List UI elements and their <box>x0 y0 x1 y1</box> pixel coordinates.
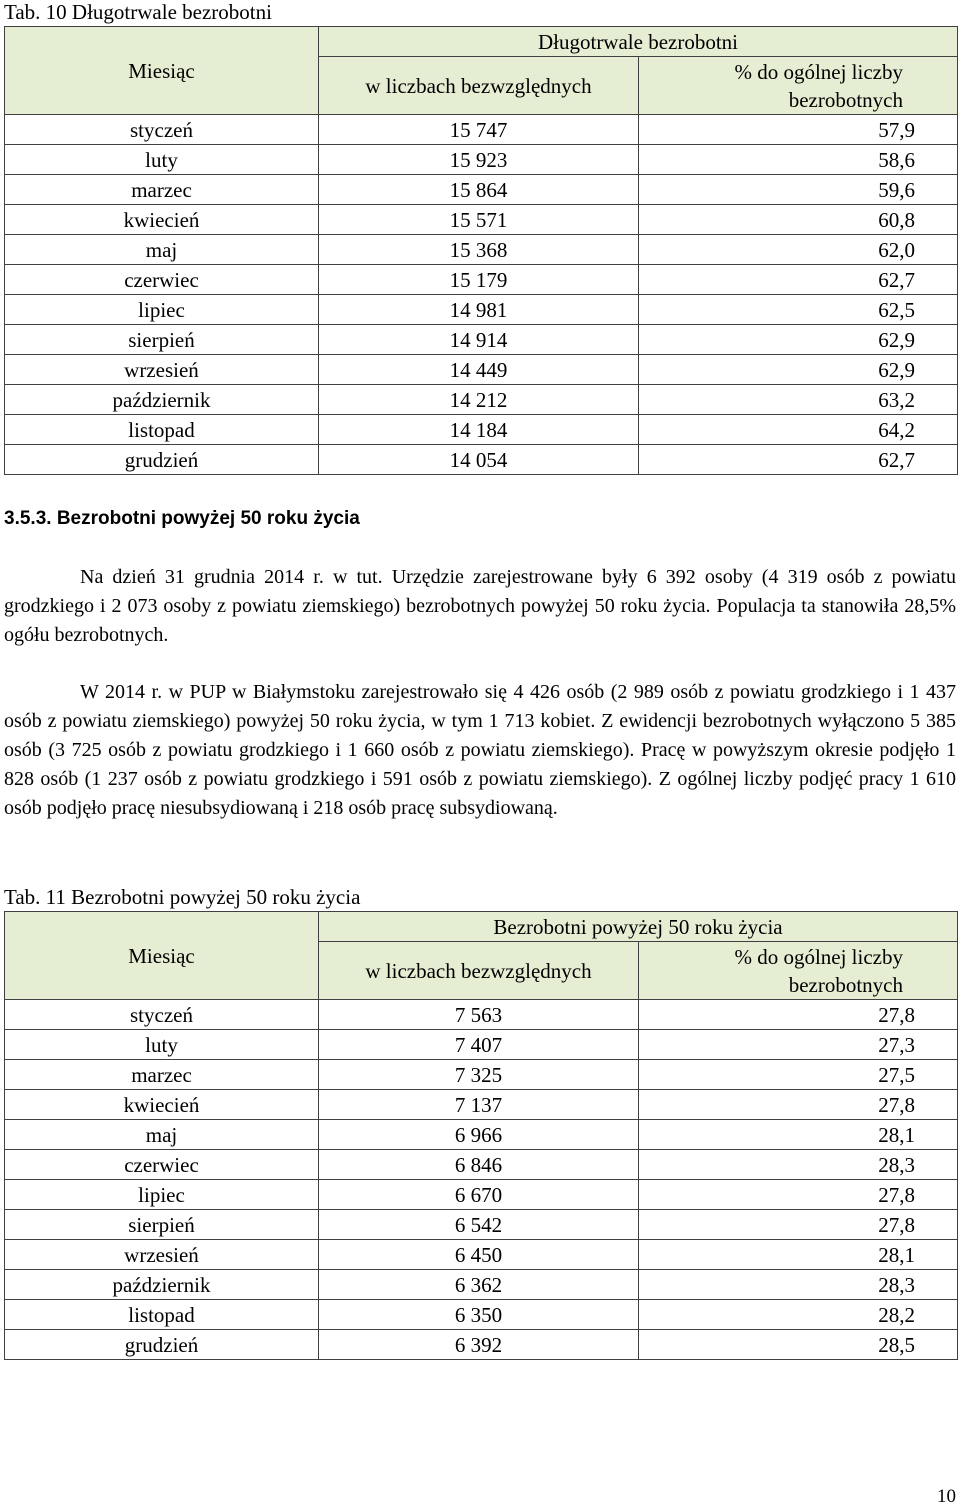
table-row <box>5 325 958 355</box>
month-cell: lipiec <box>5 1180 319 1210</box>
abs-value-cell: 7 325 <box>319 1060 639 1090</box>
table10-header-abs: w liczbach bezwzględnych <box>319 57 639 115</box>
pct-value-cell: 28,2 <box>639 1300 958 1330</box>
abs-value-cell: 6 350 <box>319 1300 639 1330</box>
abs-value-cell: 15 368 <box>319 235 639 265</box>
table-row <box>5 1240 958 1270</box>
table-row <box>5 1120 958 1150</box>
table-row <box>5 1000 958 1030</box>
abs-value-cell: 14 184 <box>319 415 639 445</box>
pct-value-cell: 64,2 <box>639 415 958 445</box>
month-cell: lipiec <box>5 295 319 325</box>
pct-value-cell: 57,9 <box>639 115 958 145</box>
pct-value-cell: 62,9 <box>639 325 958 355</box>
month-cell: styczeń <box>5 115 319 145</box>
abs-value-cell: 6 392 <box>319 1330 639 1360</box>
table-row <box>5 1180 958 1210</box>
table-row <box>5 415 958 445</box>
table-row <box>5 1090 958 1120</box>
paragraph-2: W 2014 r. w PUP w Białymstoku zarejestrowało się 4 426 osób (2 989 osób z powiatu grodzkiego i 1 437 osób z powiatu ziemskiego) powyżej 50 roku życia, w tym 1 713 kobiet. Z ewidencji bezrobotnych wyłączono 5 385 osób (3 725 osób z powiatu grodzkiego i 1 660 osób z powiatu ziemskiego). Pracę w powyższym okresie podjęło 1 828 osób (1 237 osób z powiatu grodzkiego i 591 osób z powiatu ziemskiego). Z ogólnej liczby podjęć pracy 1 610 osób podjęło pracę niesubsydiowaną i 218 osób pracę subsydiowaną. <box>4 681 956 819</box>
table-row <box>5 175 958 205</box>
pct-value-cell: 62,7 <box>639 445 958 475</box>
pct-value-cell: 62,7 <box>639 265 958 295</box>
abs-value-cell: 6 362 <box>319 1270 639 1300</box>
pct-value-cell: 62,9 <box>639 355 958 385</box>
month-cell: wrzesień <box>5 355 319 385</box>
month-cell: grudzień <box>5 445 319 475</box>
month-cell: styczeń <box>5 1000 319 1030</box>
table-row <box>5 355 958 385</box>
abs-value-cell: 7 137 <box>319 1090 639 1120</box>
abs-value-cell: 14 914 <box>319 325 639 355</box>
month-cell: maj <box>5 1120 319 1150</box>
table-row <box>5 1210 958 1240</box>
abs-value-cell: 15 179 <box>319 265 639 295</box>
month-cell: grudzień <box>5 1330 319 1360</box>
pct-value-cell: 28,5 <box>639 1330 958 1360</box>
table-row <box>5 1270 958 1300</box>
table10-group-header: Długotrwale bezrobotni <box>319 27 958 57</box>
pct-value-cell: 58,6 <box>639 145 958 175</box>
pct-value-cell: 27,3 <box>639 1030 958 1060</box>
table10-header-pct: % do ogólnej liczby bezrobotnych <box>639 57 958 115</box>
abs-value-cell: 6 670 <box>319 1180 639 1210</box>
table-row <box>5 235 958 265</box>
month-cell: kwiecień <box>5 205 319 235</box>
pct-value-cell: 62,0 <box>639 235 958 265</box>
abs-value-cell: 6 966 <box>319 1120 639 1150</box>
abs-value-cell: 6 846 <box>319 1150 639 1180</box>
abs-value-cell: 15 923 <box>319 145 639 175</box>
pct-value-cell: 28,3 <box>639 1150 958 1180</box>
pct-value-cell: 59,6 <box>639 175 958 205</box>
month-cell: sierpień <box>5 325 319 355</box>
pct-value-cell: 28,1 <box>639 1120 958 1150</box>
table11-caption: Tab. 11 Bezrobotni powyżej 50 roku życia <box>4 885 361 909</box>
table-row <box>5 115 958 145</box>
abs-value-cell: 15 747 <box>319 115 639 145</box>
pct-value-cell: 27,8 <box>639 1090 958 1120</box>
table10-header-month: Miesiąc <box>5 27 319 115</box>
abs-value-cell: 6 450 <box>319 1240 639 1270</box>
paragraph-1: Na dzień 31 grudnia 2014 r. w tut. Urzędzie zarejestrowane były 6 392 osoby (4 319 osób z powiatu grodzkiego i 2 073 osoby z powiatu ziemskiego) bezrobotnych powyżej 50 roku życia. Populacja ta stanowiła 28,5% ogółu bezrobotnych. <box>4 566 956 646</box>
month-cell: październik <box>5 385 319 415</box>
table-row <box>5 1330 958 1360</box>
table-row <box>5 1300 958 1330</box>
month-cell: marzec <box>5 1060 319 1090</box>
month-cell: luty <box>5 1030 319 1060</box>
abs-value-cell: 14 054 <box>319 445 639 475</box>
abs-value-cell: 7 407 <box>319 1030 639 1060</box>
table-row <box>5 445 958 475</box>
table11-header-pct: % do ogólnej liczby bezrobotnych <box>639 942 958 1000</box>
abs-value-cell: 14 449 <box>319 355 639 385</box>
pct-value-cell: 60,8 <box>639 205 958 235</box>
month-cell: listopad <box>5 1300 319 1330</box>
pct-value-cell: 28,1 <box>639 1240 958 1270</box>
month-cell: październik <box>5 1270 319 1300</box>
table11-body <box>5 1000 958 1360</box>
table11 <box>4 911 958 1360</box>
table11-group-header: Bezrobotni powyżej 50 roku życia <box>319 912 958 942</box>
table11-header-month: Miesiąc <box>5 912 319 1000</box>
table10-body <box>5 115 958 475</box>
abs-value-cell: 14 212 <box>319 385 639 415</box>
month-cell: sierpień <box>5 1210 319 1240</box>
month-cell: marzec <box>5 175 319 205</box>
abs-value-cell: 15 571 <box>319 205 639 235</box>
pct-value-cell: 27,8 <box>639 1210 958 1240</box>
abs-value-cell: 7 563 <box>319 1000 639 1030</box>
section-heading: 3.5.3. Bezrobotni powyżej 50 roku życia <box>4 508 360 529</box>
pct-value-cell: 28,3 <box>639 1270 958 1300</box>
pct-value-cell: 27,8 <box>639 1000 958 1030</box>
table-row <box>5 1030 958 1060</box>
page-number: 10 <box>937 1486 956 1507</box>
table-row <box>5 145 958 175</box>
table-row <box>5 1060 958 1090</box>
table11-header-abs: w liczbach bezwzględnych <box>319 942 639 1000</box>
table-row <box>5 205 958 235</box>
month-cell: czerwiec <box>5 265 319 295</box>
table10-caption: Tab. 10 Długotrwale bezrobotni <box>4 0 272 24</box>
pct-value-cell: 27,5 <box>639 1060 958 1090</box>
table-row <box>5 295 958 325</box>
table-row <box>5 265 958 295</box>
month-cell: kwiecień <box>5 1090 319 1120</box>
pct-value-cell: 27,8 <box>639 1180 958 1210</box>
abs-value-cell: 15 864 <box>319 175 639 205</box>
month-cell: czerwiec <box>5 1150 319 1180</box>
table10 <box>4 26 958 475</box>
pct-value-cell: 63,2 <box>639 385 958 415</box>
month-cell: listopad <box>5 415 319 445</box>
abs-value-cell: 6 542 <box>319 1210 639 1240</box>
month-cell: wrzesień <box>5 1240 319 1270</box>
month-cell: luty <box>5 145 319 175</box>
pct-value-cell: 62,5 <box>639 295 958 325</box>
abs-value-cell: 14 981 <box>319 295 639 325</box>
table-row <box>5 1150 958 1180</box>
month-cell: maj <box>5 235 319 265</box>
table-row <box>5 385 958 415</box>
